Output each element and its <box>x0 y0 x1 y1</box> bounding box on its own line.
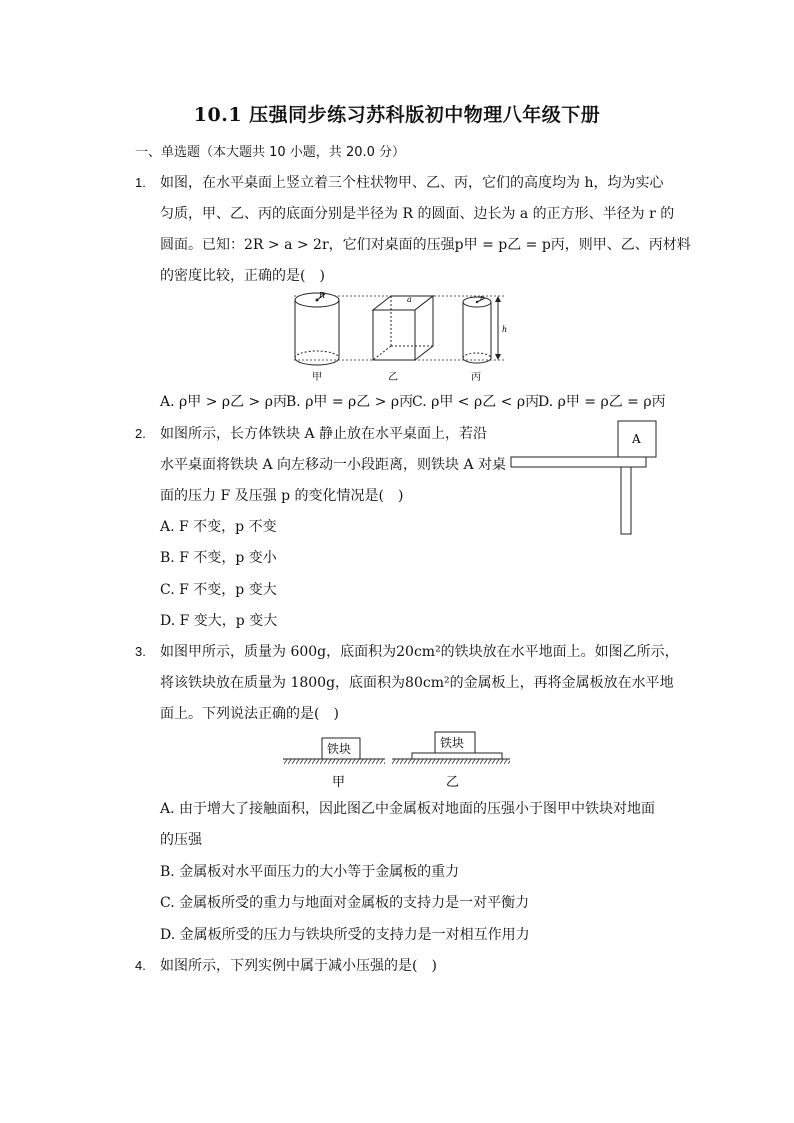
section-heading: 一、单选题（本大题共 10 小题，共 20.0 分） <box>135 145 406 160</box>
question-number-4: 4. <box>135 958 146 973</box>
q2-line: 水平桌面将铁块 A 向左移动一小段距离，则铁块 A 对桌 <box>160 457 507 473</box>
label-R: R <box>319 291 326 300</box>
q3-option-c[interactable]: C. 金属板所受的重力与地面对金属板的支持力是一对平衡力 <box>160 895 530 911</box>
q1-option-b[interactable]: B. ρ甲 = ρ乙 > ρ丙 <box>286 394 414 410</box>
label-jia: 甲 <box>312 372 322 383</box>
label-yi: 乙 <box>388 372 398 383</box>
question-number-2: 2. <box>135 426 146 441</box>
question-number-1: 1. <box>135 175 146 190</box>
table-top-shape <box>511 457 646 467</box>
label-a: a <box>407 295 412 304</box>
q2-option-b[interactable]: B. F 不变，p 变小 <box>160 550 277 566</box>
q3-option-b[interactable]: B. 金属板对水平面压力的大小等于金属板的重力 <box>160 864 460 880</box>
iron-block-yi-label: 铁块 <box>440 736 465 750</box>
label-jia: 甲 <box>332 775 346 790</box>
block-a-label: A <box>632 432 641 446</box>
q2-figure <box>505 418 665 540</box>
q3-option-d[interactable]: D. 金属板所受的压力与铁块所受的支持力是一对相互作用力 <box>160 927 530 943</box>
q2-line: 如图所示，长方体铁块 A 静止放在水平桌面上，若沿 <box>160 426 488 442</box>
q3-option-a[interactable]: A. 由于增大了接触面积，因此图乙中金属板对地面的压强小于图甲中铁块对地面 <box>160 801 656 817</box>
label-h: h <box>502 325 508 334</box>
label-yi: 乙 <box>446 775 460 790</box>
q2-option-c[interactable]: C. F 不变，p 变大 <box>160 582 277 598</box>
q2-option-d[interactable]: D. F 变大，p 变大 <box>160 613 278 629</box>
q3-option-a-cont: 的压强 <box>160 832 202 848</box>
q3-line: 如图甲所示，质量为 600g，底面积为20cm²的铁块放在水平地面上。如图乙所示， <box>160 644 679 660</box>
q1-option-a[interactable]: A. ρ甲 > ρ乙 > ρ丙 <box>160 394 287 410</box>
q1-line: 圆面。已知：2R > a > 2r，它们对桌面的压强p甲 = p乙 = p丙，则甲、乙、丙材料 <box>160 237 691 253</box>
q1-option-c[interactable]: C. ρ甲 < ρ乙 < ρ丙 <box>412 394 540 410</box>
q2-option-a[interactable]: A. F 不变，p 不变 <box>160 519 277 535</box>
cube-yi-shape <box>373 296 433 360</box>
question-number-3: 3. <box>135 644 146 659</box>
metal-plate-shape <box>412 753 502 759</box>
iron-block-jia-label: 铁块 <box>327 742 352 756</box>
q1-figure <box>280 288 520 388</box>
q2-line: 面的压力 F 及压强 p 的变化情况是( ) <box>160 488 404 504</box>
label-bing: 丙 <box>471 372 481 383</box>
cylinder-bing-shape <box>463 297 491 363</box>
cylinder-jia-shape <box>295 293 339 365</box>
q1-line: 如图，在水平桌面上竖立着三个柱状物甲、乙、丙，它们的高度均为 h，均为实心 <box>160 175 664 191</box>
page-title: 10.1 压强同步练习苏科版初中物理八年级下册 <box>193 104 601 126</box>
q3-line: 面上。下列说法正确的是( ) <box>160 706 339 722</box>
label-r: r <box>480 294 484 302</box>
q1-line: 的密度比较，正确的是( ) <box>160 268 325 284</box>
q3-figure <box>280 728 515 793</box>
table-leg-shape <box>621 467 631 534</box>
q4-line: 如图所示，下列实例中属于减小压强的是( ) <box>160 958 437 974</box>
q1-line: 匀质，甲、乙、丙的底面分别是半径为 R 的圆面、边长为 a 的正方形、半径为 r 的 <box>160 206 675 222</box>
q3-line: 将该铁块放在质量为 1800g，底面积为80cm²的金属板上，再将金属板放在水平地 <box>160 675 674 691</box>
q1-option-d[interactable]: D. ρ甲 = ρ乙 = ρ丙 <box>538 394 666 410</box>
